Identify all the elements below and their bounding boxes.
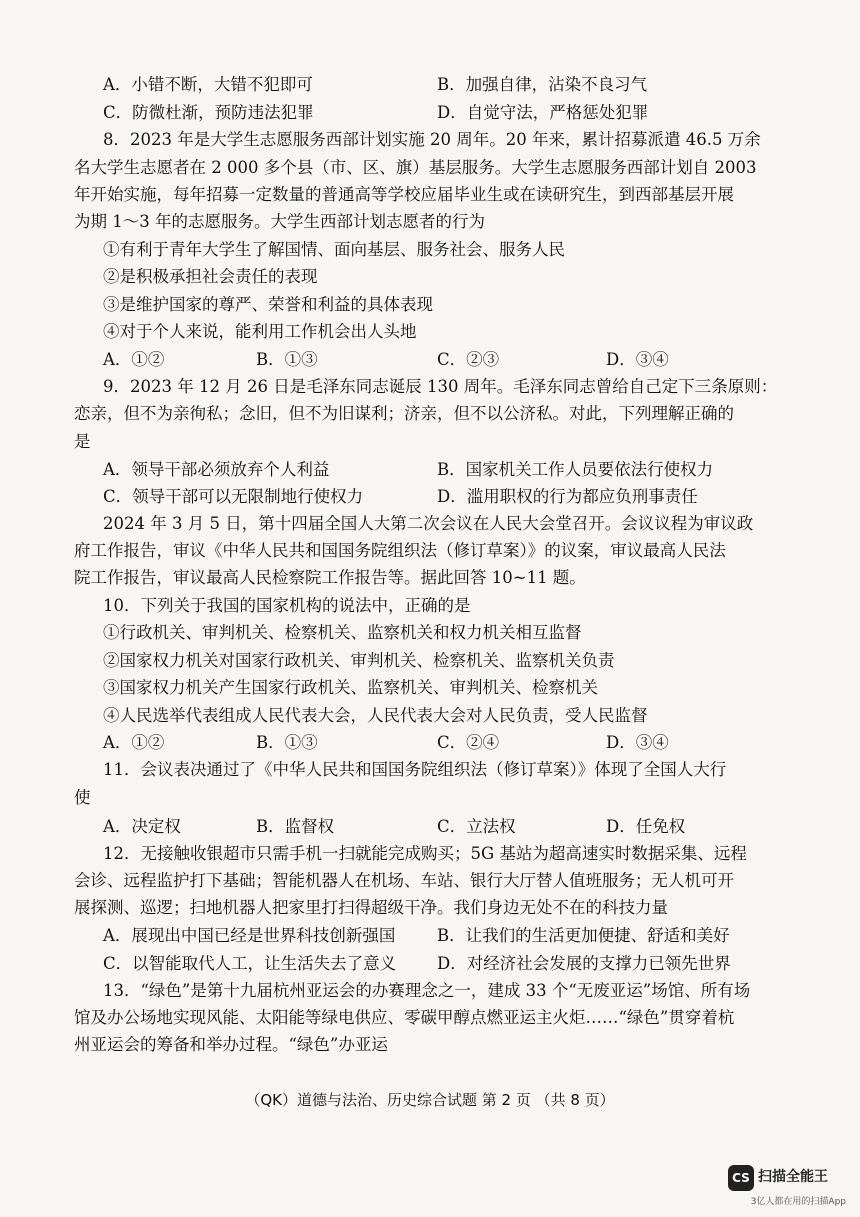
- q13-stem-line-2: 馆及办公场地实现风能、太阳能等绿电供应、零碳甲醇点燃亚运主火炬……“绿色”贯穿着杭: [74, 1008, 735, 1027]
- q9-option-a: A．领导干部必须放弃个人利益: [103, 460, 330, 479]
- q10-item-2: ②国家权力机关对国家行政机关、审判机关、检察机关、监察机关负责: [103, 651, 615, 670]
- q8-option-c: C．②③: [437, 350, 500, 369]
- q8-item-2: ②是积极承担社会责任的表现: [103, 267, 318, 286]
- q11-stem-line-2: 使: [74, 788, 91, 807]
- q10-option-d: D．③④: [606, 733, 669, 752]
- q10-option-c: C．②④: [437, 733, 500, 752]
- q12-stem-line-2: 会诊、远程监护打下基础；智能机器人在机场、车站、银行大厅替人值班服务；无人机可开: [74, 871, 734, 890]
- q10-item-1: ①行政机关、审判机关、检察机关、监察机关和权力机关相互监督: [103, 623, 582, 642]
- q13-stem-line-3: 州亚运会的筹备和举办过程。“绿色”办亚运: [74, 1035, 388, 1054]
- q9-stem-line-3: 是: [74, 432, 91, 451]
- context-line-3: 院工作报告，审议最高人民检察院工作报告等。据此回答 10~11 题。: [74, 568, 586, 587]
- q8-stem-line-1: 8．2023 年是大学生志愿服务西部计划实施 20 周年。20 年来，累计招募派遣 46.5 万余: [103, 130, 761, 149]
- q12-stem-line-1: 12．无接触收银超市只需手机一扫就能完成购买；5G 基站为超高速实时数据采集、远程: [103, 844, 747, 863]
- q7-option-d: D．自觉守法，严格惩处犯罪: [437, 103, 649, 122]
- q10-stem: 10．下列关于我国的国家机构的说法中，正确的是: [103, 596, 471, 615]
- q12-option-d: D．对经济社会发展的支撑力已领先世界: [437, 954, 731, 973]
- q12-option-c: C．以智能取代人工，让生活失去了意义: [103, 954, 397, 973]
- q11-option-a: A．决定权: [103, 817, 181, 836]
- q7-option-c: C．防微杜渐，预防违法犯罪: [103, 103, 314, 122]
- q8-stem-line-4: 为期 1～3 年的志愿服务。大学生西部计划志愿者的行为: [74, 212, 485, 231]
- q11-option-c: C．立法权: [437, 817, 516, 836]
- page-footer: （QK）道德与法治、历史综合试题 第 2 页 （共 8 页）: [245, 1091, 615, 1109]
- q9-option-c: C．领导干部可以无限制地行使权力: [103, 487, 364, 506]
- q8-item-4: ④对于个人来说，能利用工作机会出人头地: [103, 322, 417, 341]
- q8-option-d: D．③④: [606, 350, 669, 369]
- q8-item-1: ①有利于青年大学生了解国情、面向基层、服务社会、服务人民: [103, 240, 565, 259]
- q8-item-3: ③是维护国家的尊严、荣誉和利益的具体表现: [103, 295, 433, 314]
- q8-stem-line-2: 名大学生志愿者在 2 000 多个县（市、区、旗）基层服务。大学生志愿服务西部计划自 2003: [74, 158, 757, 177]
- watermark-subtitle: 3亿人都在用的扫描App: [750, 1197, 846, 1207]
- q11-option-b: B．监督权: [256, 817, 335, 836]
- q10-item-4: ④人民选举代表组成人民代表大会，人民代表大会对人民负责，受人民监督: [103, 706, 648, 725]
- q10-option-a: A．①②: [103, 733, 165, 752]
- q11-stem-line-1: 11．会议表决通过了《中华人民共和国国务院组织法（修订草案）》体现了全国人大行: [103, 760, 727, 779]
- q7-option-b: B．加强自律，沾染不良习气: [437, 75, 648, 94]
- q12-stem-line-3: 展探测、巡逻；扫地机器人把家里打扫得超级干净。我们身边无处不在的科技力量: [74, 898, 668, 917]
- q13-stem-line-1: 13．“绿色”是第十九届杭州亚运会的办赛理念之一，建成 33 个“无废亚运”场馆、所有场: [103, 981, 751, 1000]
- context-line-2: 府工作报告，审议《中华人民共和国国务院组织法（修订草案）》的议案，审议最高人民法: [74, 541, 726, 560]
- q12-option-a: A．展现出中国已经是世界科技创新强国: [103, 926, 396, 945]
- q11-option-d: D．任免权: [606, 817, 686, 836]
- scanner-watermark: [728, 1163, 846, 1207]
- q9-option-b: B．国家机关工作人员要依法行使权力: [437, 460, 714, 479]
- q8-option-b: B．①③: [256, 350, 318, 369]
- q9-option-d: D．滥用职权的行为都应负刑事责任: [437, 487, 698, 506]
- q8-stem-line-3: 年开始实施，每年招募一定数量的普通高等学校应届毕业生或在读研究生，到西部基层开展: [74, 185, 734, 204]
- q9-stem-line-2: 恋亲，但不为亲徇私；念旧，但不为旧谋利；济亲，但不以公济私。对此，下列理解正确的: [74, 404, 734, 423]
- watermark-title: 扫描全能王: [758, 1169, 828, 1185]
- context-line-1: 2024 年 3 月 5 日，第十四届全国人大第二次会议在人民大会堂召开。会议议程为审议政: [103, 514, 754, 533]
- q9-stem-line-1: 9．2023 年 12 月 26 日是毛泽东同志诞辰 130 周年。毛泽东同志曾给自己定下三条原则：: [103, 377, 778, 396]
- q7-option-a: A．小错不断，大错不犯即可: [103, 75, 313, 94]
- camscanner-logo-icon: CS: [728, 1165, 754, 1191]
- q10-option-b: B．①③: [256, 733, 318, 752]
- q10-item-3: ③国家权力机关产生国家行政机关、监察机关、审判机关、检察机关: [103, 678, 598, 697]
- q8-option-a: A．①②: [103, 350, 165, 369]
- q12-option-b: B．让我们的生活更加便捷、舒适和美好: [437, 926, 730, 945]
